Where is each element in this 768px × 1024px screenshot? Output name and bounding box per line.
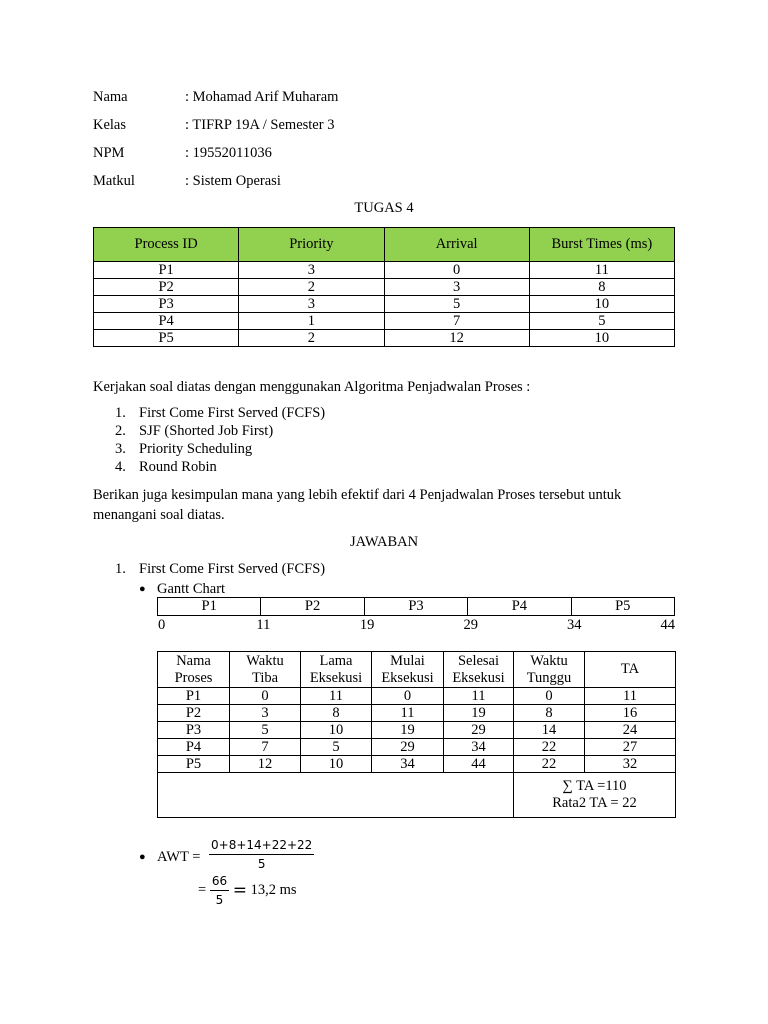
list-number: 1. bbox=[115, 405, 126, 421]
table-cell: 12 bbox=[230, 756, 301, 773]
gantt-block: P3 bbox=[364, 598, 467, 616]
gantt-block: P1 bbox=[158, 598, 261, 616]
fcfs-header-cell bbox=[514, 652, 585, 688]
table-cell: 8 bbox=[514, 705, 585, 722]
table-cell: 34 bbox=[372, 756, 444, 773]
header-line: Mulai bbox=[390, 652, 425, 669]
list-number: 2. bbox=[115, 423, 126, 439]
table-row bbox=[94, 296, 675, 313]
table-cell: 29 bbox=[372, 739, 444, 756]
gantt-label: Gantt Chart bbox=[157, 581, 226, 597]
table-row bbox=[94, 279, 675, 296]
table-cell: 8 bbox=[301, 705, 372, 722]
list-item bbox=[115, 404, 325, 422]
table-cell: 14 bbox=[514, 722, 585, 739]
gantt-chart bbox=[157, 597, 675, 616]
table-cell: 0 bbox=[230, 688, 301, 705]
table-cell: 5 bbox=[529, 313, 674, 330]
table-row bbox=[158, 688, 676, 705]
awt-fraction bbox=[209, 838, 314, 871]
table-cell: 7 bbox=[230, 739, 301, 756]
table-cell: 19 bbox=[372, 722, 444, 739]
gantt-tick: 0 bbox=[158, 617, 166, 633]
awt-denominator: 5 bbox=[257, 857, 266, 871]
list-item bbox=[115, 458, 325, 476]
header-line: Eksekusi bbox=[381, 669, 434, 686]
table-cell: P2 bbox=[158, 705, 230, 722]
table-cell: 5 bbox=[230, 722, 301, 739]
fcfs-table bbox=[157, 651, 676, 818]
list-number: 3. bbox=[115, 441, 126, 457]
summary-row bbox=[158, 773, 676, 818]
gantt-block: P2 bbox=[261, 598, 364, 616]
header-line: Lama bbox=[319, 652, 353, 669]
gantt-tick: 44 bbox=[660, 617, 675, 633]
table-cell: 3 bbox=[230, 705, 301, 722]
gantt-tick: 11 bbox=[256, 617, 271, 633]
fcfs-header-cell bbox=[444, 652, 514, 688]
info-label: Nama bbox=[93, 89, 128, 105]
table-cell: 32 bbox=[585, 756, 676, 773]
table-cell: 3 bbox=[239, 296, 384, 313]
header-line: Proses bbox=[174, 669, 213, 686]
fcfs-header-cell bbox=[301, 652, 372, 688]
task-title: TUGAS 4 bbox=[354, 200, 414, 216]
header-line: TA bbox=[620, 661, 640, 677]
process-header-cell: Burst Times (ms) bbox=[529, 228, 674, 262]
list-item bbox=[115, 422, 325, 440]
table-cell: 3 bbox=[239, 262, 384, 279]
table-row bbox=[94, 313, 675, 330]
awt-simplified bbox=[198, 874, 297, 907]
instruction-text: Kerjakan soal diatas dengan menggunakan Algoritma Penjadwalan Proses : bbox=[93, 379, 531, 395]
summary-empty-cell bbox=[158, 773, 514, 818]
awt-result: 13,2 ms bbox=[250, 882, 297, 898]
table-cell: 11 bbox=[444, 688, 514, 705]
table-cell: 16 bbox=[585, 705, 676, 722]
table-cell: P5 bbox=[94, 330, 239, 347]
header-line: Nama bbox=[176, 652, 211, 669]
table-cell: P1 bbox=[94, 262, 239, 279]
table-cell: 0 bbox=[514, 688, 585, 705]
info-value: : TIFRP 19A / Semester 3 bbox=[185, 117, 335, 133]
info-label: Matkul bbox=[93, 173, 135, 189]
table-cell: 10 bbox=[301, 756, 372, 773]
table-cell: P3 bbox=[94, 296, 239, 313]
table-cell: 10 bbox=[529, 296, 674, 313]
table-cell: 27 bbox=[585, 739, 676, 756]
algorithm-list bbox=[115, 404, 325, 476]
fcfs-header-cell bbox=[585, 652, 676, 688]
table-cell: 19 bbox=[444, 705, 514, 722]
table-cell: 12 bbox=[384, 330, 529, 347]
awt-numerator-2: 66 bbox=[210, 874, 229, 891]
table-row bbox=[158, 756, 676, 773]
table-cell: P5 bbox=[158, 756, 230, 773]
table-cell: 3 bbox=[384, 279, 529, 296]
table-row bbox=[94, 262, 675, 279]
list-text: First Come First Served (FCFS) bbox=[139, 405, 326, 421]
info-value: : Sistem Operasi bbox=[185, 173, 281, 189]
header-line: Tiba bbox=[251, 669, 279, 686]
gantt-tick: 34 bbox=[567, 617, 582, 633]
table-cell: 11 bbox=[585, 688, 676, 705]
fcfs-table-header bbox=[158, 652, 676, 688]
header-line: Eksekusi bbox=[309, 669, 363, 686]
list-text: Priority Scheduling bbox=[139, 441, 253, 457]
table-cell: P4 bbox=[158, 739, 230, 756]
table-row bbox=[158, 705, 676, 722]
table-row bbox=[94, 330, 675, 347]
sum-ta: ∑ TA =110 bbox=[562, 778, 627, 794]
section-1-title: First Come First Served (FCFS) bbox=[139, 561, 326, 577]
table-cell: 11 bbox=[372, 705, 444, 722]
fcfs-header-cell bbox=[230, 652, 301, 688]
list-text: SJF (Shorted Job First) bbox=[139, 423, 274, 439]
gantt-tick: 19 bbox=[359, 617, 375, 633]
table-cell: 34 bbox=[444, 739, 514, 756]
table-cell: P3 bbox=[158, 722, 230, 739]
header-line: Selesai bbox=[457, 652, 500, 669]
table-cell: 5 bbox=[384, 296, 529, 313]
table-cell: 2 bbox=[239, 279, 384, 296]
process-table-header bbox=[94, 228, 675, 262]
process-header-cell: Process ID bbox=[94, 228, 239, 262]
info-value: : Mohamad Arif Muharam bbox=[185, 89, 339, 105]
gantt-row bbox=[158, 598, 675, 616]
table-cell: P2 bbox=[94, 279, 239, 296]
section-1-number: 1. bbox=[115, 561, 126, 577]
table-cell: 11 bbox=[529, 262, 674, 279]
process-header-cell: Arrival bbox=[384, 228, 529, 262]
table-cell: 22 bbox=[514, 739, 585, 756]
table-cell: P4 bbox=[94, 313, 239, 330]
awt-label: AWT = bbox=[157, 849, 201, 865]
info-label: NPM bbox=[93, 145, 125, 161]
bullet-icon: ● bbox=[139, 851, 146, 863]
table-cell: 10 bbox=[529, 330, 674, 347]
gantt-block: P4 bbox=[468, 598, 571, 616]
list-item bbox=[115, 440, 325, 458]
table-cell: 7 bbox=[384, 313, 529, 330]
table-cell: P1 bbox=[158, 688, 230, 705]
answer-title: JAWABAN bbox=[349, 534, 419, 550]
process-header-cell: Priority bbox=[239, 228, 384, 262]
table-row bbox=[158, 739, 676, 756]
avg-ta: Rata2 TA = 22 bbox=[552, 795, 637, 811]
awt-numerator: 0+8+14+22+22 bbox=[209, 838, 314, 855]
table-cell: 0 bbox=[372, 688, 444, 705]
gantt-tick: 29 bbox=[463, 617, 478, 633]
bullet-icon: ● bbox=[139, 583, 146, 595]
section-1-heading bbox=[115, 560, 325, 578]
table-cell: 44 bbox=[444, 756, 514, 773]
table-cell: 0 bbox=[384, 262, 529, 279]
header-line: Eksekusi bbox=[452, 669, 505, 686]
gantt-block: P5 bbox=[571, 598, 674, 616]
info-value: : 19552011036 bbox=[185, 145, 272, 161]
header-line: Tunggu bbox=[526, 669, 572, 686]
awt-bullet bbox=[139, 848, 200, 866]
table-cell: 10 bbox=[301, 722, 372, 739]
awt-eq-2: = bbox=[232, 880, 247, 901]
summary-cell bbox=[514, 773, 676, 818]
table-row bbox=[158, 722, 676, 739]
list-number: 4. bbox=[115, 459, 126, 475]
info-label: Kelas bbox=[93, 117, 127, 133]
conclusion-prompt: Berikan juga kesimpulan mana yang lebih efektif dari 4 Penjadwalan Proses tersebut untuk menangani soal diatas. bbox=[93, 487, 622, 523]
gantt-bullet bbox=[139, 580, 225, 598]
table-cell: 29 bbox=[444, 722, 514, 739]
fcfs-header-cell bbox=[158, 652, 230, 688]
table-cell: 5 bbox=[301, 739, 372, 756]
fcfs-header-cell bbox=[372, 652, 444, 688]
table-cell: 1 bbox=[239, 313, 384, 330]
process-table-body bbox=[94, 262, 675, 347]
table-cell: 11 bbox=[301, 688, 372, 705]
list-text: Round Robin bbox=[139, 459, 217, 475]
header-line: Waktu bbox=[530, 652, 568, 669]
awt-eq: = bbox=[198, 882, 207, 898]
table-cell: 24 bbox=[585, 722, 676, 739]
table-cell: 22 bbox=[514, 756, 585, 773]
awt-denominator-2: 5 bbox=[215, 893, 224, 907]
process-table bbox=[93, 227, 675, 347]
table-cell: 2 bbox=[239, 330, 384, 347]
header-line: Waktu bbox=[246, 652, 284, 669]
table-cell: 8 bbox=[529, 279, 674, 296]
fcfs-table-body bbox=[158, 688, 676, 818]
